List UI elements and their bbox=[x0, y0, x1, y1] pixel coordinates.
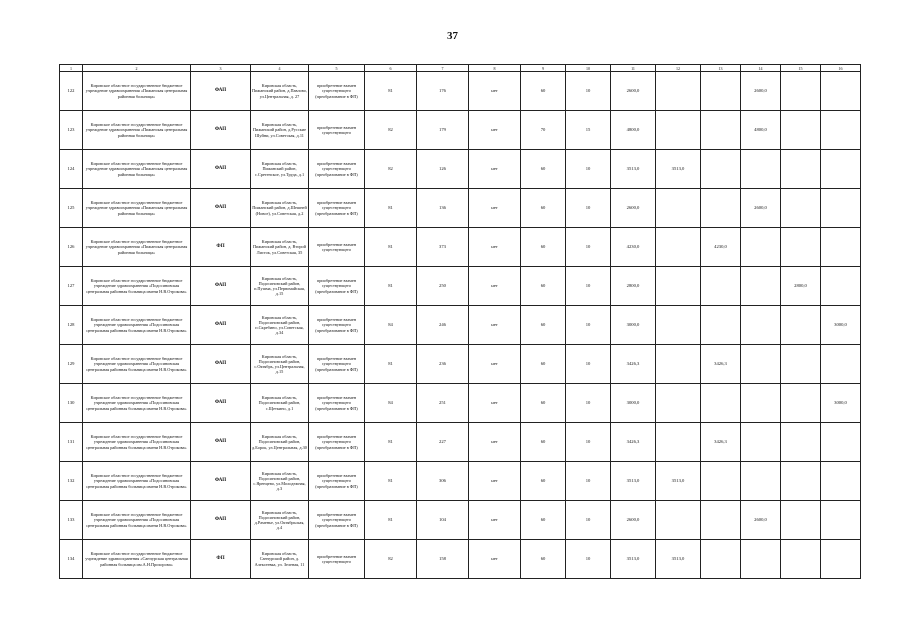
col14-cell bbox=[741, 267, 781, 306]
col8-cell: нет bbox=[469, 111, 521, 150]
col13-cell bbox=[701, 540, 741, 579]
col6-cell: 82 bbox=[365, 111, 417, 150]
organization-cell: Кировское областное государственное бюджетное учреждение здравоохранения «Пижанская центральная районная больница» bbox=[83, 111, 191, 150]
facility-type-cell: ФАП bbox=[191, 189, 251, 228]
col13-cell bbox=[701, 189, 741, 228]
col6-cell: 81 bbox=[365, 501, 417, 540]
col8-cell: нет bbox=[469, 462, 521, 501]
col11-cell: 4800,0 bbox=[611, 111, 656, 150]
action-cell: приобретение взамен существующего bbox=[309, 111, 365, 150]
action-cell: приобретение взамен существующего (преобразование в ФП) bbox=[309, 423, 365, 462]
facility-type-cell: ФАП bbox=[191, 267, 251, 306]
col12-cell bbox=[656, 501, 701, 540]
organization-cell: Кировское областное государственное бюджетное учреждение здравоохранения «Подосиновская центральная районная больница имени Н.В.Отрокова» bbox=[83, 306, 191, 345]
col8-cell: нет bbox=[469, 501, 521, 540]
row-number-cell: 130 bbox=[60, 384, 83, 423]
col11-cell: 3426,3 bbox=[611, 345, 656, 384]
col15-cell bbox=[781, 345, 821, 384]
row-number-cell: 125 bbox=[60, 189, 83, 228]
col12-cell: 3513,0 bbox=[656, 150, 701, 189]
address-cell: Кировская область, Пижанский район, д.Русские Шуйни, ул.Советская, д.11 bbox=[251, 111, 309, 150]
col12-cell bbox=[656, 384, 701, 423]
row-number-cell: 124 bbox=[60, 150, 83, 189]
organization-cell: Кировское областное государственное бюджетное учреждение здравоохранения «Подосиновская центральная районная больница имени Н.В.Отрокова» bbox=[83, 462, 191, 501]
col16-cell bbox=[821, 345, 861, 384]
col12-cell bbox=[656, 345, 701, 384]
column-number-cell: 2 bbox=[83, 65, 191, 72]
col7-cell: 104 bbox=[417, 501, 469, 540]
column-number-cell: 4 bbox=[251, 65, 309, 72]
col8-cell: нет bbox=[469, 540, 521, 579]
col11-cell: 2600,0 bbox=[611, 189, 656, 228]
col15-cell bbox=[781, 228, 821, 267]
column-number-cell: 16 bbox=[821, 65, 861, 72]
column-number-cell: 1 bbox=[60, 65, 83, 72]
col10-cell: 10 bbox=[566, 540, 611, 579]
col12-cell: 3513,0 bbox=[656, 462, 701, 501]
table-row bbox=[60, 540, 861, 579]
col9-cell: 60 bbox=[521, 423, 566, 462]
facility-type-cell: ФАП bbox=[191, 423, 251, 462]
col12-cell bbox=[656, 423, 701, 462]
col10-cell: 10 bbox=[566, 306, 611, 345]
col6-cell: 81 bbox=[365, 72, 417, 111]
address-cell: Кировская область, Подосиновский район, п.Пушма, ул.Первомайская, д.15 bbox=[251, 267, 309, 306]
col12-cell bbox=[656, 189, 701, 228]
col16-cell bbox=[821, 540, 861, 579]
col8-cell: нет bbox=[469, 267, 521, 306]
col11-cell: 2600,0 bbox=[611, 72, 656, 111]
col15-cell bbox=[781, 72, 821, 111]
col8-cell: нет bbox=[469, 72, 521, 111]
col9-cell: 60 bbox=[521, 189, 566, 228]
col9-cell: 60 bbox=[521, 306, 566, 345]
table-row bbox=[60, 306, 861, 345]
col15-cell bbox=[781, 540, 821, 579]
col10-cell: 10 bbox=[566, 345, 611, 384]
organization-cell: Кировское областное государственное бюджетное учреждение здравоохранения «Пижанская центральная районная больница» bbox=[83, 72, 191, 111]
col12-cell bbox=[656, 267, 701, 306]
address-cell: Кировская область, Подосиновский район, д.Борок, ул.Центральная, д.30 bbox=[251, 423, 309, 462]
col6-cell: 81 bbox=[365, 423, 417, 462]
action-cell: приобретение взамен существующего (преобразование в ФП) bbox=[309, 306, 365, 345]
col10-cell: 15 bbox=[566, 111, 611, 150]
col16-cell bbox=[821, 150, 861, 189]
col16-cell bbox=[821, 189, 861, 228]
col6-cell: 81 bbox=[365, 228, 417, 267]
col11-cell: 3000,0 bbox=[611, 384, 656, 423]
col15-cell bbox=[781, 501, 821, 540]
row-number-cell: 127 bbox=[60, 267, 83, 306]
organization-cell: Кировское областное государственное бюджетное учреждение здравоохранения «Пижанская центральная районная больница» bbox=[83, 150, 191, 189]
col7-cell: 176 bbox=[417, 72, 469, 111]
col9-cell: 60 bbox=[521, 228, 566, 267]
col15-cell bbox=[781, 306, 821, 345]
action-cell: приобретение взамен существующего bbox=[309, 228, 365, 267]
col8-cell: нет bbox=[469, 150, 521, 189]
row-number-cell: 133 bbox=[60, 501, 83, 540]
col13-cell bbox=[701, 267, 741, 306]
table-row bbox=[60, 228, 861, 267]
col11-cell: 3513,0 bbox=[611, 150, 656, 189]
table-row bbox=[60, 423, 861, 462]
col7-cell: 246 bbox=[417, 306, 469, 345]
organization-cell: Кировское областное государственное бюджетное учреждение здравоохранения «Подосиновская центральная районная больница имени Н.В.Отрокова» bbox=[83, 423, 191, 462]
organization-cell: Кировское областное государственное бюджетное учреждение здравоохранения «Подосиновская центральная районная больница имени Н.В.Отрокова» bbox=[83, 501, 191, 540]
col7-cell: 179 bbox=[417, 111, 469, 150]
col10-cell: 10 bbox=[566, 189, 611, 228]
address-cell: Кировская область, Подосиновский район, с.Октябрь, ул.Центральная, д.15 bbox=[251, 345, 309, 384]
col16-cell bbox=[821, 462, 861, 501]
organization-cell: Кировское областное государственное бюджетное учреждение здравоохранения «Подосиновская центральная районная больница имени Н.В.Отрокова» bbox=[83, 267, 191, 306]
action-cell: приобретение взамен существующего (преобразование в ФП) bbox=[309, 462, 365, 501]
col9-cell: 60 bbox=[521, 267, 566, 306]
column-number-cell: 10 bbox=[566, 65, 611, 72]
action-cell: приобретение взамен существующего (преобразование в ФП) bbox=[309, 345, 365, 384]
col6-cell: 81 bbox=[365, 189, 417, 228]
table-row bbox=[60, 189, 861, 228]
column-number-cell: 11 bbox=[611, 65, 656, 72]
facility-type-cell: ФАП bbox=[191, 345, 251, 384]
col6-cell: 84 bbox=[365, 384, 417, 423]
action-cell: приобретение взамен существующего (преобразование в ФП) bbox=[309, 150, 365, 189]
col11-cell: 3513,0 bbox=[611, 540, 656, 579]
action-cell: приобретение взамен существующего (преобразование в ФП) bbox=[309, 384, 365, 423]
col7-cell: 373 bbox=[417, 228, 469, 267]
col10-cell: 10 bbox=[566, 72, 611, 111]
col11-cell: 4230,0 bbox=[611, 228, 656, 267]
table-row bbox=[60, 345, 861, 384]
address-cell: Кировская область, Пижанский район, д. Второй Листок, ул.Советская, 35 bbox=[251, 228, 309, 267]
col8-cell: нет bbox=[469, 423, 521, 462]
table-row bbox=[60, 267, 861, 306]
col7-cell: 158 bbox=[417, 540, 469, 579]
col15-cell bbox=[781, 111, 821, 150]
col9-cell: 60 bbox=[521, 72, 566, 111]
table-row bbox=[60, 384, 861, 423]
col7-cell: 251 bbox=[417, 384, 469, 423]
col14-cell: 2600,0 bbox=[741, 501, 781, 540]
col8-cell: нет bbox=[469, 306, 521, 345]
col16-cell bbox=[821, 111, 861, 150]
column-number-cell: 3 bbox=[191, 65, 251, 72]
col15-cell bbox=[781, 189, 821, 228]
col13-cell bbox=[701, 501, 741, 540]
col16-cell bbox=[821, 228, 861, 267]
address-cell: Кировская область, Подосиновский район, с.Щеткино, д.1 bbox=[251, 384, 309, 423]
col14-cell: 2600,0 bbox=[741, 72, 781, 111]
page-number: 37 bbox=[447, 30, 458, 42]
row-number-cell: 131 bbox=[60, 423, 83, 462]
col8-cell: нет bbox=[469, 384, 521, 423]
table-row bbox=[60, 501, 861, 540]
col8-cell: нет bbox=[469, 228, 521, 267]
col13-cell bbox=[701, 306, 741, 345]
col14-cell bbox=[741, 306, 781, 345]
col12-cell bbox=[656, 111, 701, 150]
address-cell: Кировская область, Подосиновский район, п.Скребино, ул.Советская, д.34 bbox=[251, 306, 309, 345]
col9-cell: 60 bbox=[521, 462, 566, 501]
organization-cell: Кировское областное государственное бюджетное учреждение здравоохранения «Санчурская центральная районная больница им.А.Н.Прохорова» bbox=[83, 540, 191, 579]
col15-cell bbox=[781, 462, 821, 501]
col9-cell: 60 bbox=[521, 345, 566, 384]
facility-type-cell: ФАП bbox=[191, 111, 251, 150]
address-cell: Кировская область, Санчурский район, д. Алексеевка, ул. Зеленая, 11 bbox=[251, 540, 309, 579]
col7-cell: 136 bbox=[417, 189, 469, 228]
column-number-row bbox=[60, 65, 861, 72]
action-cell: приобретение взамен существующего (преобразование в ФП) bbox=[309, 501, 365, 540]
col10-cell: 10 bbox=[566, 462, 611, 501]
address-cell: Кировская область, Пижанский район, с.Сретенское, ул.Труда, д.1 bbox=[251, 150, 309, 189]
facility-type-cell: ФАП bbox=[191, 384, 251, 423]
col14-cell bbox=[741, 384, 781, 423]
action-cell: приобретение взамен существующего (преобразование в ФП) bbox=[309, 189, 365, 228]
row-number-cell: 129 bbox=[60, 345, 83, 384]
col13-cell bbox=[701, 462, 741, 501]
col10-cell: 10 bbox=[566, 501, 611, 540]
table-row bbox=[60, 72, 861, 111]
col13-cell: 3426,3 bbox=[701, 345, 741, 384]
col14-cell bbox=[741, 150, 781, 189]
row-number-cell: 123 bbox=[60, 111, 83, 150]
row-number-cell: 128 bbox=[60, 306, 83, 345]
col6-cell: 81 bbox=[365, 267, 417, 306]
col11-cell: 3513,0 bbox=[611, 462, 656, 501]
col16-cell bbox=[821, 423, 861, 462]
col14-cell bbox=[741, 462, 781, 501]
column-number-cell: 5 bbox=[309, 65, 365, 72]
facility-type-cell: ФАП bbox=[191, 462, 251, 501]
col10-cell: 10 bbox=[566, 267, 611, 306]
table-row bbox=[60, 462, 861, 501]
col8-cell: нет bbox=[469, 345, 521, 384]
col8-cell: нет bbox=[469, 189, 521, 228]
col6-cell: 81 bbox=[365, 345, 417, 384]
col11-cell: 3426,3 bbox=[611, 423, 656, 462]
col9-cell: 70 bbox=[521, 111, 566, 150]
col16-cell bbox=[821, 501, 861, 540]
col10-cell: 10 bbox=[566, 423, 611, 462]
col12-cell bbox=[656, 72, 701, 111]
col16-cell: 3000,0 bbox=[821, 306, 861, 345]
col9-cell: 60 bbox=[521, 150, 566, 189]
column-number-cell: 15 bbox=[781, 65, 821, 72]
table-row bbox=[60, 150, 861, 189]
col7-cell: 306 bbox=[417, 462, 469, 501]
col15-cell bbox=[781, 423, 821, 462]
facility-type-cell: ФАП bbox=[191, 306, 251, 345]
column-number-cell: 13 bbox=[701, 65, 741, 72]
organization-cell: Кировское областное государственное бюджетное учреждение здравоохранения «Подосиновская центральная районная больница имени Н.В.Отрокова» bbox=[83, 345, 191, 384]
col14-cell: 4800,0 bbox=[741, 111, 781, 150]
column-number-cell: 9 bbox=[521, 65, 566, 72]
facility-type-cell: ФП bbox=[191, 228, 251, 267]
column-number-cell: 12 bbox=[656, 65, 701, 72]
col13-cell: 4230,0 bbox=[701, 228, 741, 267]
col7-cell: 227 bbox=[417, 423, 469, 462]
table-row bbox=[60, 111, 861, 150]
col13-cell bbox=[701, 72, 741, 111]
col11-cell: 3000,0 bbox=[611, 306, 656, 345]
col6-cell: 81 bbox=[365, 462, 417, 501]
col10-cell: 10 bbox=[566, 150, 611, 189]
col14-cell bbox=[741, 423, 781, 462]
address-cell: Кировская область, Пижанский район, д.Павлово, ул.Центральная, д. 27 bbox=[251, 72, 309, 111]
col6-cell: 82 bbox=[365, 540, 417, 579]
facility-type-cell: ФАП bbox=[191, 150, 251, 189]
column-number-cell: 14 bbox=[741, 65, 781, 72]
organization-cell: Кировское областное государственное бюджетное учреждение здравоохранения «Пижанская центральная районная больница» bbox=[83, 228, 191, 267]
action-cell: приобретение взамен существующего (преобразование в ФП) bbox=[309, 267, 365, 306]
col16-cell bbox=[821, 267, 861, 306]
facility-type-cell: ФАП bbox=[191, 501, 251, 540]
col9-cell: 60 bbox=[521, 540, 566, 579]
facilities-table bbox=[59, 64, 861, 579]
col7-cell: 236 bbox=[417, 345, 469, 384]
col13-cell: 3426,3 bbox=[701, 423, 741, 462]
col7-cell: 250 bbox=[417, 267, 469, 306]
address-cell: Кировская область, Подосиновский район, с.Яренцево, ул.Молодежная, д.3 bbox=[251, 462, 309, 501]
row-number-cell: 126 bbox=[60, 228, 83, 267]
col14-cell bbox=[741, 228, 781, 267]
col12-cell: 3513,0 bbox=[656, 540, 701, 579]
col7-cell: 126 bbox=[417, 150, 469, 189]
facility-type-cell: ФП bbox=[191, 540, 251, 579]
organization-cell: Кировское областное государственное бюджетное учреждение здравоохранения «Пижанская центральная районная больница» bbox=[83, 189, 191, 228]
col6-cell: 82 bbox=[365, 150, 417, 189]
address-cell: Кировская область, Пижанский район, д.Шешней (Новое), ул.Советская, д.2 bbox=[251, 189, 309, 228]
column-number-cell: 6 bbox=[365, 65, 417, 72]
col6-cell: 84 bbox=[365, 306, 417, 345]
row-number-cell: 122 bbox=[60, 72, 83, 111]
address-cell: Кировская область, Подосиновский район, д.Раменье, ул.Октябрьская, д.4 bbox=[251, 501, 309, 540]
column-number-cell: 8 bbox=[469, 65, 521, 72]
col10-cell: 10 bbox=[566, 384, 611, 423]
col13-cell bbox=[701, 111, 741, 150]
col14-cell bbox=[741, 540, 781, 579]
col11-cell: 2600,0 bbox=[611, 501, 656, 540]
col16-cell bbox=[821, 72, 861, 111]
action-cell: приобретение взамен существующего bbox=[309, 540, 365, 579]
action-cell: приобретение взамен существующего (преобразование в ФП) bbox=[309, 72, 365, 111]
col16-cell: 3000,0 bbox=[821, 384, 861, 423]
organization-cell: Кировское областное государственное бюджетное учреждение здравоохранения «Подосиновская центральная районная больница имени Н.В.Отрокова» bbox=[83, 384, 191, 423]
col14-cell bbox=[741, 345, 781, 384]
col15-cell: 2800,0 bbox=[781, 267, 821, 306]
row-number-cell: 132 bbox=[60, 462, 83, 501]
col13-cell bbox=[701, 150, 741, 189]
row-number-cell: 134 bbox=[60, 540, 83, 579]
column-number-cell: 7 bbox=[417, 65, 469, 72]
facility-type-cell: ФАП bbox=[191, 72, 251, 111]
col10-cell: 10 bbox=[566, 228, 611, 267]
col15-cell bbox=[781, 384, 821, 423]
col13-cell bbox=[701, 384, 741, 423]
col11-cell: 2800,0 bbox=[611, 267, 656, 306]
col15-cell bbox=[781, 150, 821, 189]
col12-cell bbox=[656, 228, 701, 267]
col9-cell: 60 bbox=[521, 501, 566, 540]
col9-cell: 60 bbox=[521, 384, 566, 423]
col12-cell bbox=[656, 306, 701, 345]
col14-cell: 2600,0 bbox=[741, 189, 781, 228]
